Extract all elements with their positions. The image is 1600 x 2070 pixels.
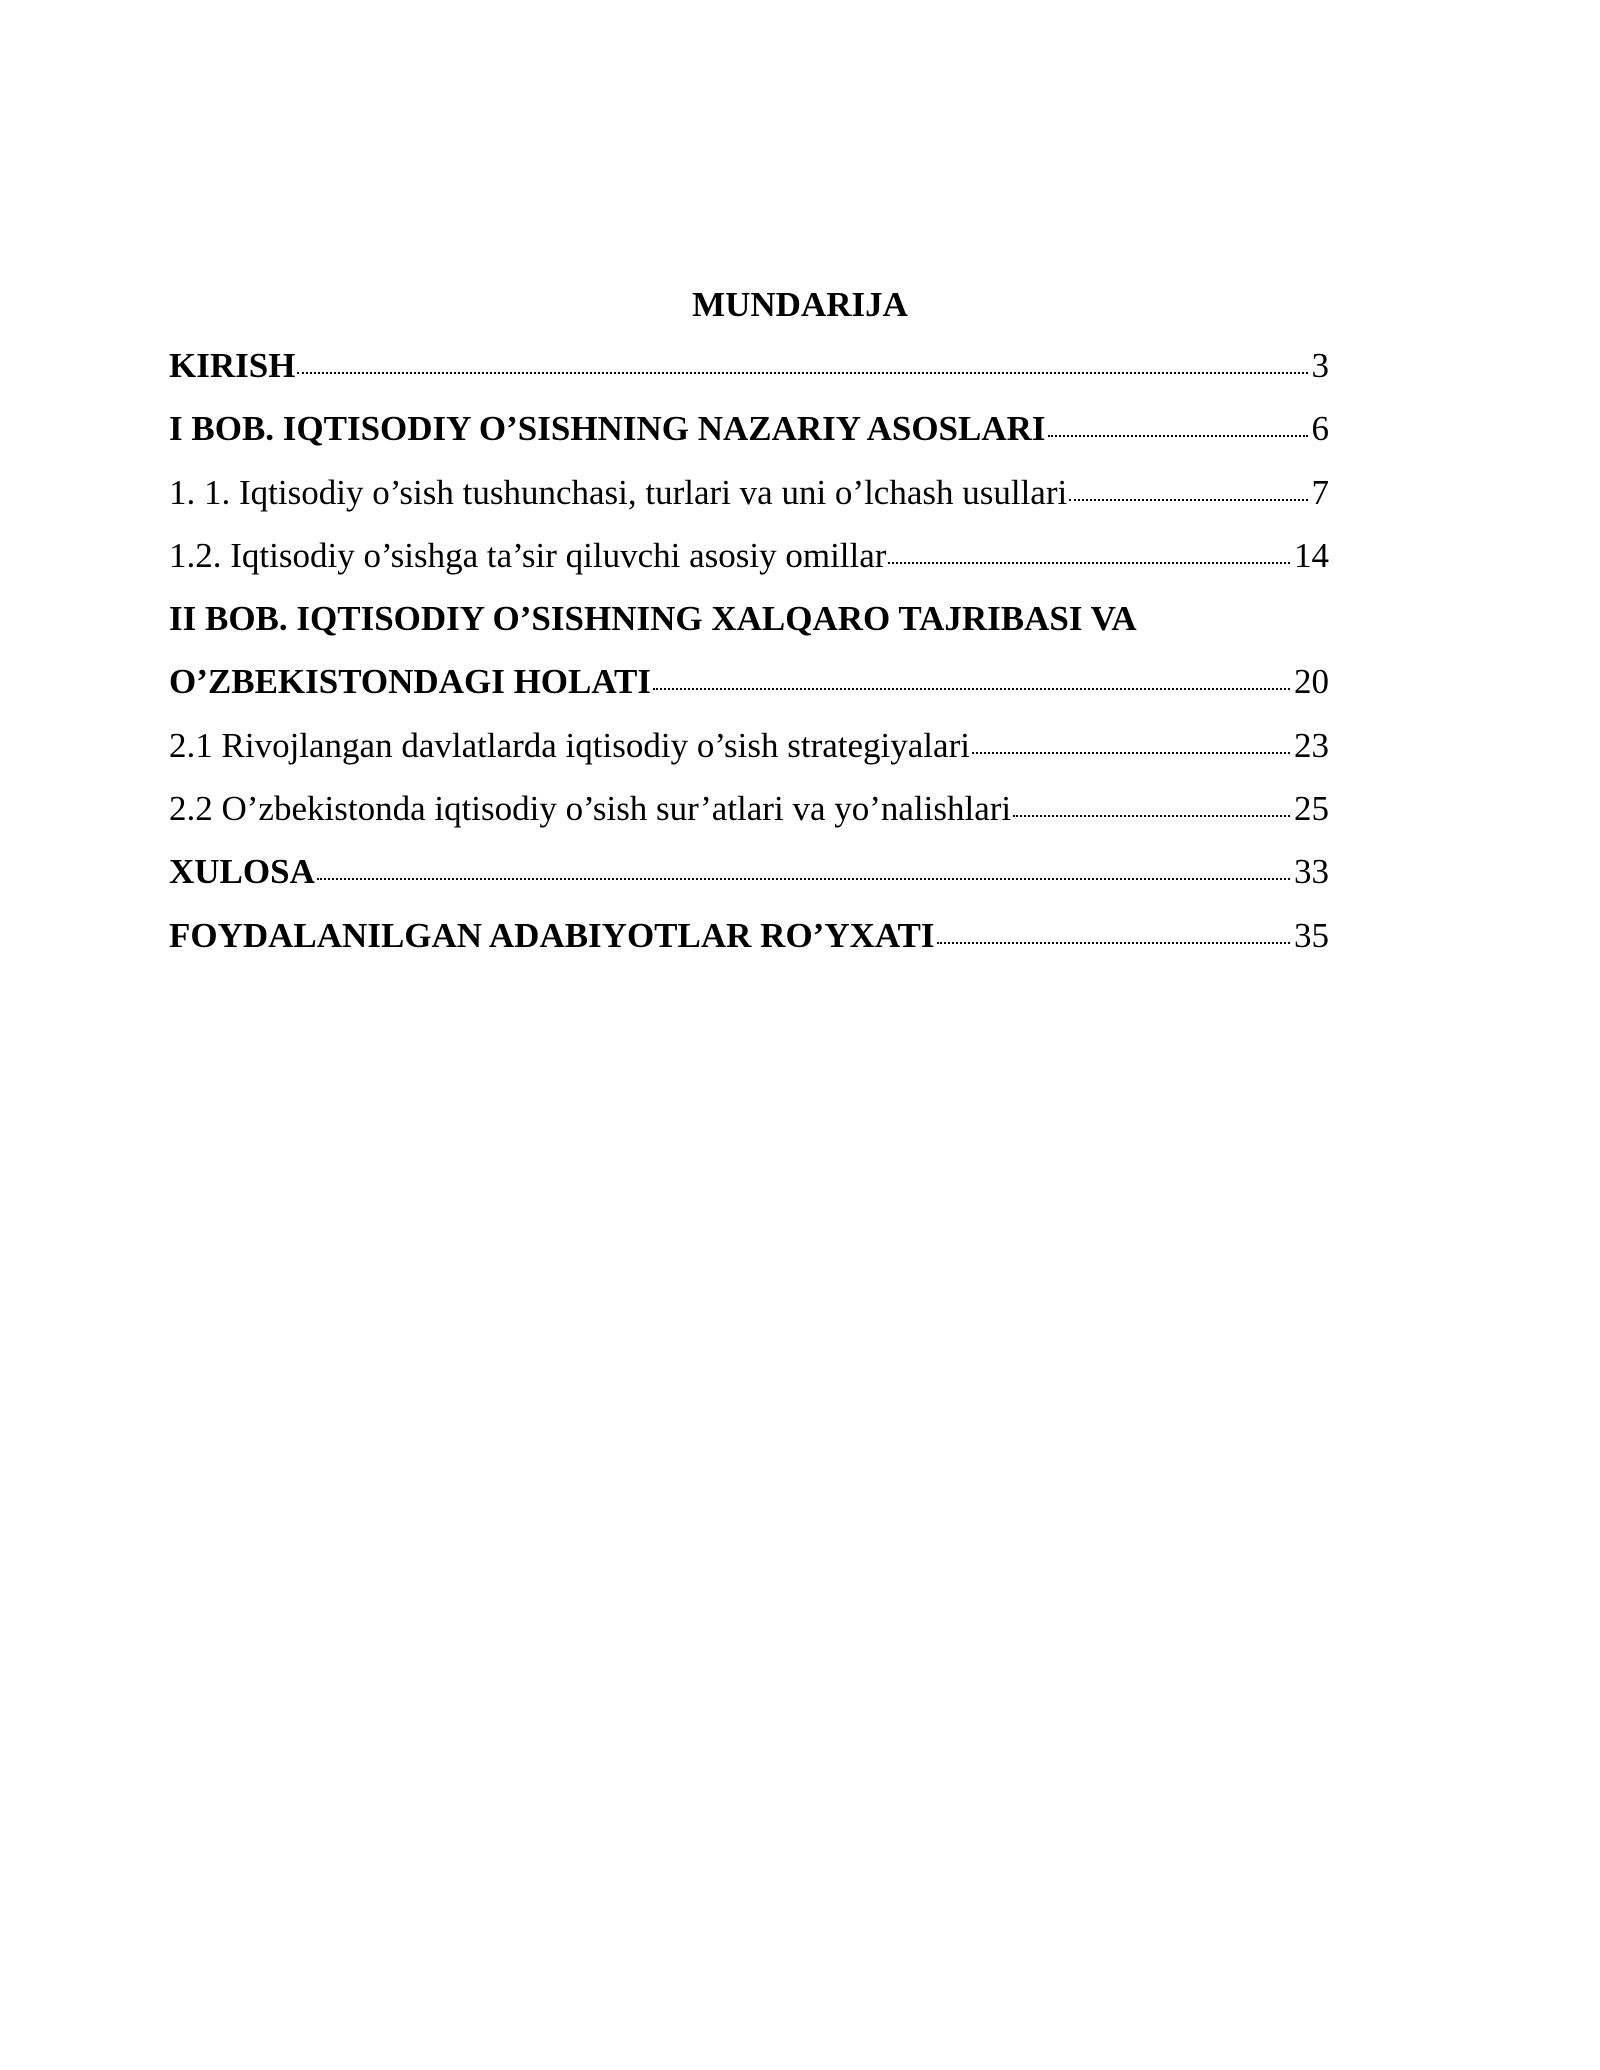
- toc-page-number: 23: [1294, 725, 1329, 765]
- dot-leader: [317, 878, 1290, 880]
- toc-page-number: 7: [1311, 472, 1329, 512]
- toc-entry-label: 1. 1. Iqtisodiy o’sish tushunchasi, turlari va uni o’lchash usullari: [169, 472, 1068, 512]
- toc-page-number: 25: [1294, 789, 1329, 829]
- toc-title: MUNDARIJA: [692, 285, 908, 324]
- toc-page-number: 20: [1294, 662, 1329, 702]
- toc-entry-kirish[interactable]: [169, 344, 1329, 407]
- toc-entry-label: KIRISH: [169, 346, 296, 385]
- toc-page-number: 33: [1294, 852, 1329, 892]
- toc-entry-section-2-1[interactable]: [169, 724, 1329, 787]
- dot-leader: [1013, 815, 1290, 817]
- toc-entry-chapter-1[interactable]: [169, 407, 1329, 470]
- dot-leader: [653, 688, 1290, 690]
- toc-page-number: 3: [1311, 346, 1329, 385]
- toc-entry-label: 1.2. Iqtisodiy o’sishga ta’sir qiluvchi asosiy omillar: [169, 535, 887, 575]
- toc-entry-section-1-1[interactable]: [169, 471, 1329, 534]
- toc-entry-label: I BOB. IQTISODIY O’SISHNING NAZARIY ASOSLARI: [169, 409, 1046, 449]
- toc-entry-label: 2.1 Rivojlangan davlatlarda iqtisodiy o’sish strategiyalari: [169, 725, 970, 765]
- dot-leader: [297, 372, 1307, 374]
- toc-entry-xulosa[interactable]: [169, 850, 1329, 913]
- toc-page-number: 6: [1311, 409, 1329, 449]
- toc-entry-section-1-2[interactable]: [169, 534, 1329, 597]
- toc-entry-bibliography[interactable]: [169, 914, 1329, 977]
- toc-page-number: 35: [1294, 915, 1329, 955]
- toc-page-number: 14: [1294, 535, 1329, 575]
- toc-entry-section-2-2[interactable]: [169, 787, 1329, 850]
- toc-entry-label: 2.2 O’zbekistonda iqtisodiy o’sish sur’atlari va yo’nalishlari: [169, 789, 1012, 829]
- toc-entry-label-line1: II BOB. IQTISODIY O’SISHNING XALQARO TAJRIBASI VA: [169, 599, 1137, 639]
- dot-leader: [1048, 435, 1308, 437]
- toc-entry-chapter-2[interactable]: [169, 597, 1329, 724]
- dot-leader: [937, 942, 1290, 944]
- dot-leader: [1069, 499, 1307, 501]
- dot-leader: [972, 752, 1290, 754]
- toc-entry-label-line2: O’ZBEKISTONDAGI HOLATI: [169, 662, 652, 702]
- table-of-contents: [169, 344, 1329, 977]
- toc-entry-label: FOYDALANILGAN ADABIYOTLAR RO’YXATI: [169, 915, 935, 955]
- toc-entry-label: XULOSA: [169, 852, 315, 892]
- dot-leader: [888, 562, 1290, 564]
